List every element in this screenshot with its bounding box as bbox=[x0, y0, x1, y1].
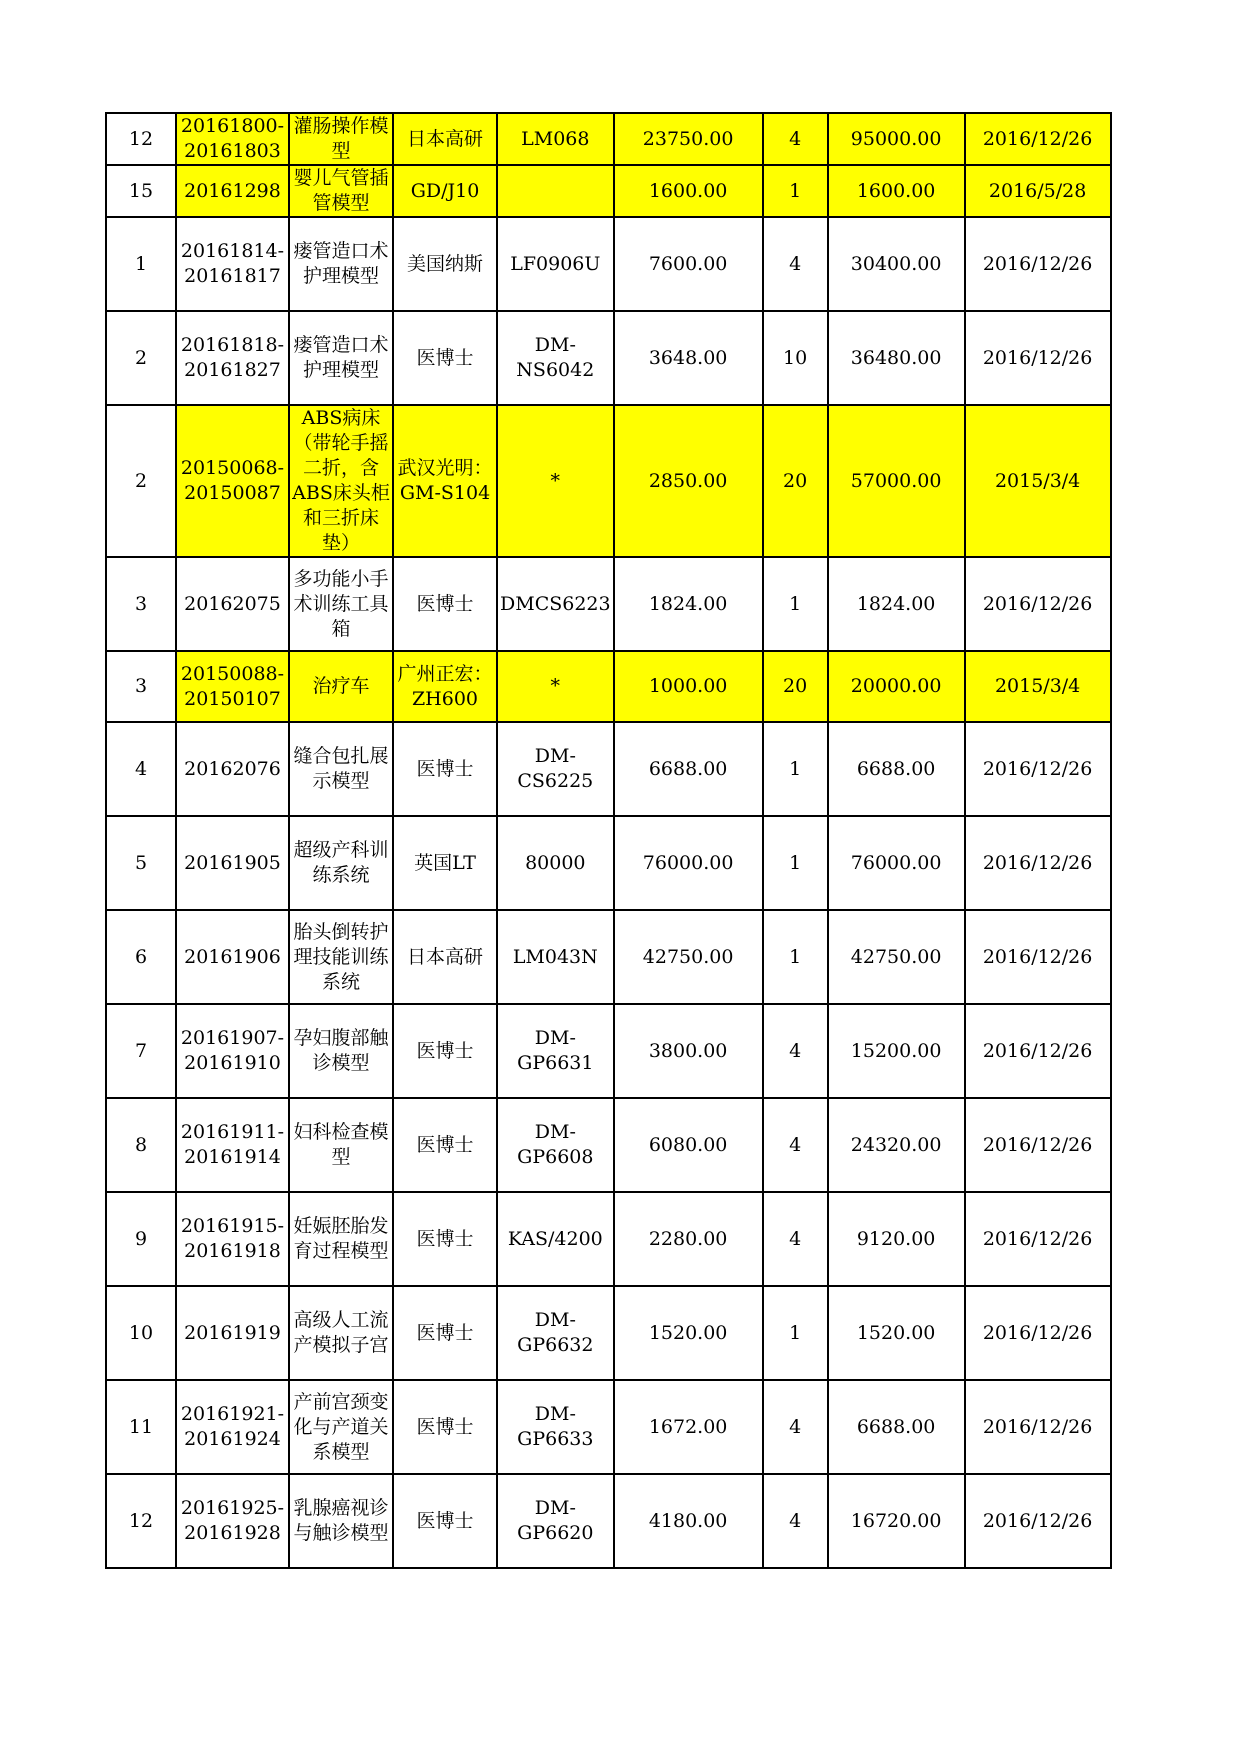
amount-cell: 6688.00 bbox=[828, 722, 965, 816]
purchase-date-cell: 2016/12/26 bbox=[965, 311, 1111, 405]
item-name-cell: 胎头倒转护理技能训练系统 bbox=[289, 910, 393, 1004]
manufacturer-cell: 日本高研 bbox=[393, 113, 497, 165]
model-number-cell: * bbox=[497, 651, 614, 722]
table-row bbox=[106, 1004, 1111, 1098]
table-row bbox=[106, 1098, 1111, 1192]
quantity-cell: 1 bbox=[763, 557, 828, 651]
table-row bbox=[106, 722, 1111, 816]
item-name-cell: 孕妇腹部触诊模型 bbox=[289, 1004, 393, 1098]
purchase-date-cell: 2016/12/26 bbox=[965, 816, 1111, 910]
manufacturer-cell: 美国纳斯 bbox=[393, 217, 497, 311]
model-number-cell bbox=[497, 165, 614, 217]
model-number-cell: 80000 bbox=[497, 816, 614, 910]
unit-price-cell: 1000.00 bbox=[614, 651, 763, 722]
row-number-cell: 10 bbox=[106, 1286, 176, 1380]
manufacturer-cell: 广州正宏：ZH600 bbox=[393, 651, 497, 722]
amount-cell: 6688.00 bbox=[828, 1380, 965, 1474]
unit-price-cell: 6080.00 bbox=[614, 1098, 763, 1192]
item-name-cell: 乳腺癌视诊与触诊模型 bbox=[289, 1474, 393, 1568]
asset-code-cell: 20161915-20161918 bbox=[176, 1192, 289, 1286]
purchase-date-cell: 2015/3/4 bbox=[965, 405, 1111, 557]
asset-code-cell: 20150068-20150087 bbox=[176, 405, 289, 557]
row-number-cell: 3 bbox=[106, 651, 176, 722]
manufacturer-cell: 医博士 bbox=[393, 1192, 497, 1286]
model-number-cell: DM-NS6042 bbox=[497, 311, 614, 405]
purchase-date-cell: 2016/5/28 bbox=[965, 165, 1111, 217]
row-number-cell: 4 bbox=[106, 722, 176, 816]
quantity-cell: 1 bbox=[763, 165, 828, 217]
manufacturer-cell: 医博士 bbox=[393, 1286, 497, 1380]
quantity-cell: 10 bbox=[763, 311, 828, 405]
row-number-cell: 7 bbox=[106, 1004, 176, 1098]
purchase-date-cell: 2016/12/26 bbox=[965, 1098, 1111, 1192]
asset-code-cell: 20161818-20161827 bbox=[176, 311, 289, 405]
table-row bbox=[106, 816, 1111, 910]
amount-cell: 1600.00 bbox=[828, 165, 965, 217]
item-name-cell: 高级人工流产模拟子宫 bbox=[289, 1286, 393, 1380]
asset-code-cell: 20161925-20161928 bbox=[176, 1474, 289, 1568]
purchase-date-cell: 2015/3/4 bbox=[965, 651, 1111, 722]
purchase-date-cell: 2016/12/26 bbox=[965, 1286, 1111, 1380]
manufacturer-cell: GD/J10 bbox=[393, 165, 497, 217]
row-number-cell: 12 bbox=[106, 113, 176, 165]
row-number-cell: 2 bbox=[106, 405, 176, 557]
asset-code-cell: 20161921-20161924 bbox=[176, 1380, 289, 1474]
unit-price-cell: 23750.00 bbox=[614, 113, 763, 165]
amount-cell: 15200.00 bbox=[828, 1004, 965, 1098]
unit-price-cell: 1520.00 bbox=[614, 1286, 763, 1380]
table-row bbox=[106, 217, 1111, 311]
quantity-cell: 1 bbox=[763, 1286, 828, 1380]
quantity-cell: 4 bbox=[763, 1474, 828, 1568]
unit-price-cell: 3648.00 bbox=[614, 311, 763, 405]
table-row bbox=[106, 405, 1111, 557]
quantity-cell: 1 bbox=[763, 910, 828, 1004]
table-row bbox=[106, 557, 1111, 651]
unit-price-cell: 2850.00 bbox=[614, 405, 763, 557]
manufacturer-cell: 日本高研 bbox=[393, 910, 497, 1004]
quantity-cell: 4 bbox=[763, 1098, 828, 1192]
row-number-cell: 5 bbox=[106, 816, 176, 910]
unit-price-cell: 1600.00 bbox=[614, 165, 763, 217]
purchase-date-cell: 2016/12/26 bbox=[965, 113, 1111, 165]
model-number-cell: KAS/4200 bbox=[497, 1192, 614, 1286]
table-row bbox=[106, 311, 1111, 405]
quantity-cell: 4 bbox=[763, 1192, 828, 1286]
table-row bbox=[106, 1286, 1111, 1380]
unit-price-cell: 1824.00 bbox=[614, 557, 763, 651]
unit-price-cell: 7600.00 bbox=[614, 217, 763, 311]
amount-cell: 76000.00 bbox=[828, 816, 965, 910]
model-number-cell: DM-GP6632 bbox=[497, 1286, 614, 1380]
table-row bbox=[106, 1192, 1111, 1286]
unit-price-cell: 2280.00 bbox=[614, 1192, 763, 1286]
item-name-cell: 妇科检查模型 bbox=[289, 1098, 393, 1192]
item-name-cell: 治疗车 bbox=[289, 651, 393, 722]
item-name-cell: 瘘管造口术护理模型 bbox=[289, 311, 393, 405]
item-name-cell: 超级产科训练系统 bbox=[289, 816, 393, 910]
row-number-cell: 1 bbox=[106, 217, 176, 311]
amount-cell: 24320.00 bbox=[828, 1098, 965, 1192]
quantity-cell: 20 bbox=[763, 651, 828, 722]
quantity-cell: 1 bbox=[763, 722, 828, 816]
quantity-cell: 4 bbox=[763, 1380, 828, 1474]
row-number-cell: 9 bbox=[106, 1192, 176, 1286]
amount-cell: 36480.00 bbox=[828, 311, 965, 405]
model-number-cell: DM-GP6631 bbox=[497, 1004, 614, 1098]
model-number-cell: LF0906U bbox=[497, 217, 614, 311]
item-name-cell: 缝合包扎展示模型 bbox=[289, 722, 393, 816]
row-number-cell: 8 bbox=[106, 1098, 176, 1192]
purchase-date-cell: 2016/12/26 bbox=[965, 1004, 1111, 1098]
purchase-date-cell: 2016/12/26 bbox=[965, 557, 1111, 651]
amount-cell: 16720.00 bbox=[828, 1474, 965, 1568]
purchase-date-cell: 2016/12/26 bbox=[965, 1192, 1111, 1286]
row-number-cell: 3 bbox=[106, 557, 176, 651]
purchase-date-cell: 2016/12/26 bbox=[965, 1474, 1111, 1568]
unit-price-cell: 76000.00 bbox=[614, 816, 763, 910]
manufacturer-cell: 医博士 bbox=[393, 722, 497, 816]
amount-cell: 42750.00 bbox=[828, 910, 965, 1004]
item-name-cell: 灌肠操作模型 bbox=[289, 113, 393, 165]
table-row bbox=[106, 1474, 1111, 1568]
table-row bbox=[106, 1380, 1111, 1474]
model-number-cell: * bbox=[497, 405, 614, 557]
item-name-cell: ABS病床（带轮手摇二折，含ABS床头柜和三折床垫） bbox=[289, 405, 393, 557]
manufacturer-cell: 武汉光明：GM-S104 bbox=[393, 405, 497, 557]
manufacturer-cell: 医博士 bbox=[393, 1380, 497, 1474]
quantity-cell: 20 bbox=[763, 405, 828, 557]
manufacturer-cell: 医博士 bbox=[393, 1098, 497, 1192]
purchase-date-cell: 2016/12/26 bbox=[965, 217, 1111, 311]
model-number-cell: DM-GP6620 bbox=[497, 1474, 614, 1568]
manufacturer-cell: 医博士 bbox=[393, 1474, 497, 1568]
quantity-cell: 4 bbox=[763, 217, 828, 311]
asset-code-cell: 20161800-20161803 bbox=[176, 113, 289, 165]
asset-code-cell: 20161814-20161817 bbox=[176, 217, 289, 311]
asset-code-cell: 20161911-20161914 bbox=[176, 1098, 289, 1192]
asset-code-cell: 20161907-20161910 bbox=[176, 1004, 289, 1098]
purchase-date-cell: 2016/12/26 bbox=[965, 1380, 1111, 1474]
manufacturer-cell: 医博士 bbox=[393, 557, 497, 651]
asset-code-cell: 20162076 bbox=[176, 722, 289, 816]
purchase-date-cell: 2016/12/26 bbox=[965, 910, 1111, 1004]
quantity-cell: 4 bbox=[763, 1004, 828, 1098]
unit-price-cell: 4180.00 bbox=[614, 1474, 763, 1568]
equipment-table bbox=[105, 112, 1112, 1569]
item-name-cell: 多功能小手术训练工具箱 bbox=[289, 557, 393, 651]
row-number-cell: 12 bbox=[106, 1474, 176, 1568]
asset-code-cell: 20161905 bbox=[176, 816, 289, 910]
row-number-cell: 15 bbox=[106, 165, 176, 217]
amount-cell: 1520.00 bbox=[828, 1286, 965, 1380]
item-name-cell: 瘘管造口术护理模型 bbox=[289, 217, 393, 311]
unit-price-cell: 42750.00 bbox=[614, 910, 763, 1004]
row-number-cell: 11 bbox=[106, 1380, 176, 1474]
unit-price-cell: 3800.00 bbox=[614, 1004, 763, 1098]
model-number-cell: DM-CS6225 bbox=[497, 722, 614, 816]
manufacturer-cell: 医博士 bbox=[393, 1004, 497, 1098]
asset-code-cell: 20150088-20150107 bbox=[176, 651, 289, 722]
quantity-cell: 1 bbox=[763, 816, 828, 910]
model-number-cell: LM043N bbox=[497, 910, 614, 1004]
model-number-cell: DMCS6223 bbox=[497, 557, 614, 651]
asset-code-cell: 20162075 bbox=[176, 557, 289, 651]
amount-cell: 9120.00 bbox=[828, 1192, 965, 1286]
unit-price-cell: 6688.00 bbox=[614, 722, 763, 816]
table-row bbox=[106, 651, 1111, 722]
table-row bbox=[106, 910, 1111, 1004]
asset-code-cell: 20161906 bbox=[176, 910, 289, 1004]
quantity-cell: 4 bbox=[763, 113, 828, 165]
row-number-cell: 6 bbox=[106, 910, 176, 1004]
amount-cell: 30400.00 bbox=[828, 217, 965, 311]
amount-cell: 20000.00 bbox=[828, 651, 965, 722]
amount-cell: 57000.00 bbox=[828, 405, 965, 557]
unit-price-cell: 1672.00 bbox=[614, 1380, 763, 1474]
model-number-cell: LM068 bbox=[497, 113, 614, 165]
asset-code-cell: 20161919 bbox=[176, 1286, 289, 1380]
model-number-cell: DM-GP6633 bbox=[497, 1380, 614, 1474]
model-number-cell: DM-GP6608 bbox=[497, 1098, 614, 1192]
amount-cell: 95000.00 bbox=[828, 113, 965, 165]
table-row bbox=[106, 113, 1111, 165]
item-name-cell: 产前宫颈变化与产道关系模型 bbox=[289, 1380, 393, 1474]
asset-code-cell: 20161298 bbox=[176, 165, 289, 217]
item-name-cell: 婴儿气管插管模型 bbox=[289, 165, 393, 217]
amount-cell: 1824.00 bbox=[828, 557, 965, 651]
row-number-cell: 2 bbox=[106, 311, 176, 405]
purchase-date-cell: 2016/12/26 bbox=[965, 722, 1111, 816]
manufacturer-cell: 医博士 bbox=[393, 311, 497, 405]
manufacturer-cell: 英国LT bbox=[393, 816, 497, 910]
table-row bbox=[106, 165, 1111, 217]
item-name-cell: 妊娠胚胎发育过程模型 bbox=[289, 1192, 393, 1286]
